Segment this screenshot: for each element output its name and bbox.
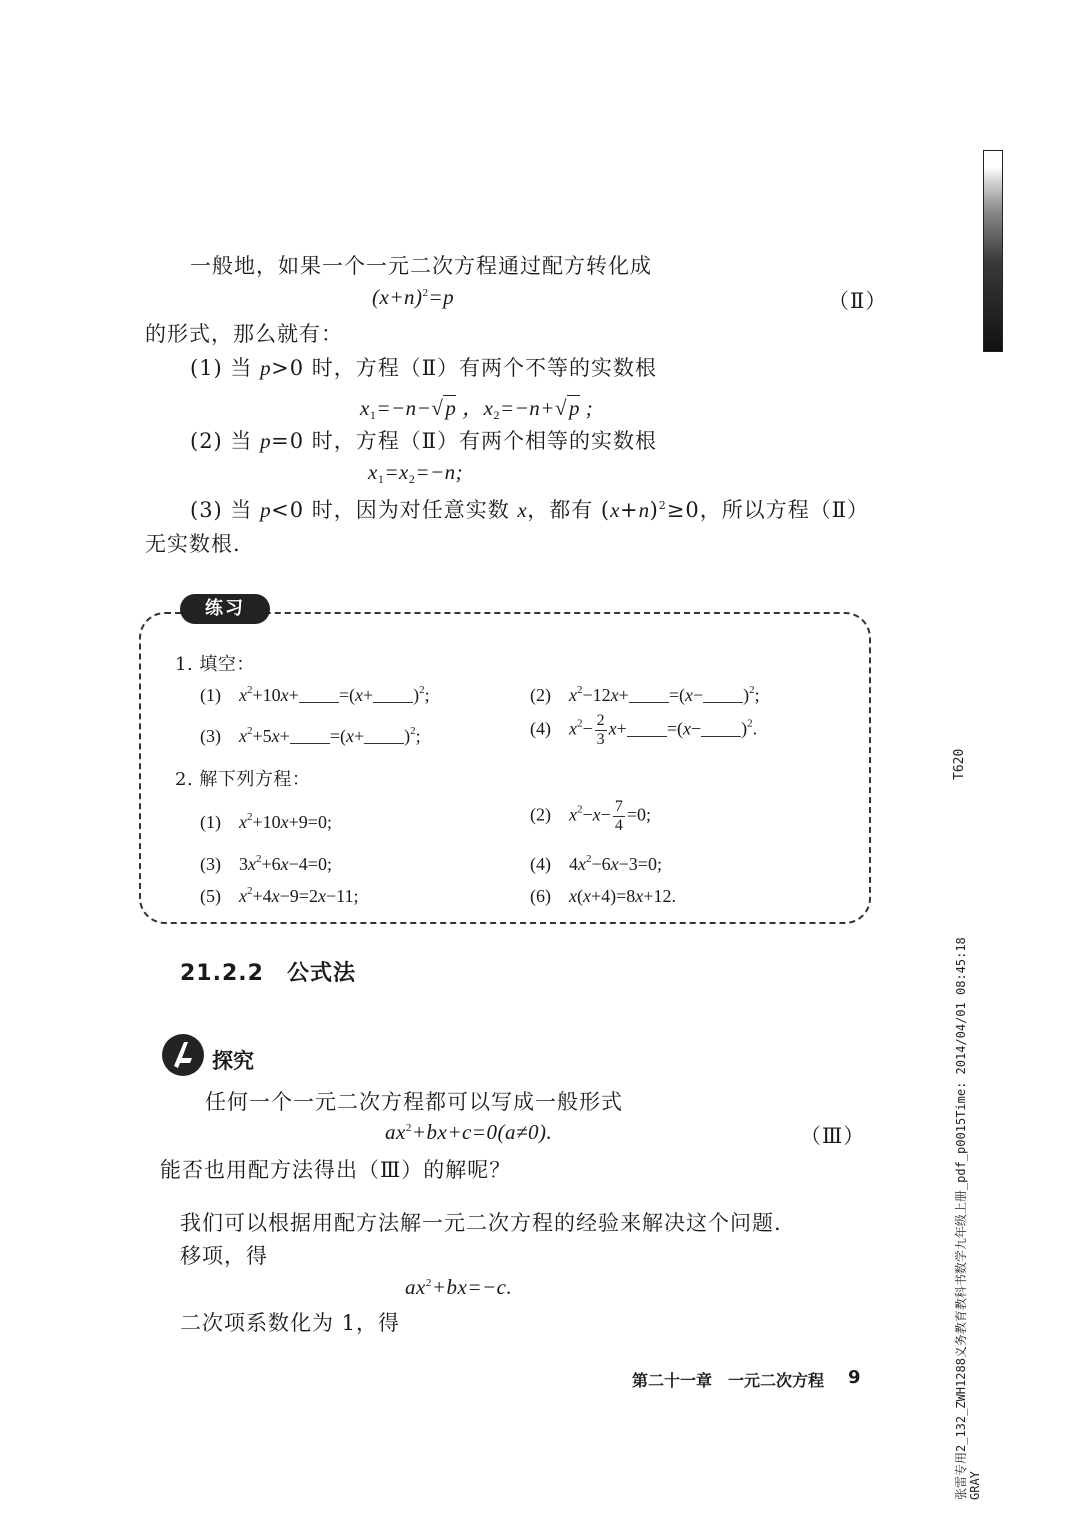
side-gray: GRAY (968, 1471, 982, 1500)
equation-tag-III: （Ⅲ） (800, 1124, 866, 1148)
body-text-3: 二次项系数化为 1，得 (180, 1311, 401, 1335)
side-meta: 张雷专用2_132_ZWH1288义务教育教科书数学九年级上册_pdf_p0015Time: 2014/04/01 08:45:18 (954, 937, 968, 1500)
explore-question: 能否也用配方法得出（Ⅲ）的解呢？ (160, 1158, 512, 1182)
case-2-roots: $x_1=x_2=-n$; (368, 460, 464, 486)
explore-text: 任何一个一元二次方程都可以写成一般形式 (205, 1090, 623, 1114)
practice-q2-item-6: (6) x(x+4)=8x+12. (530, 886, 676, 906)
explore-icon (160, 1032, 206, 1078)
practice-q1-item-1: (1) $x^2+10x+ =(x+ )^2$; (200, 684, 430, 705)
equation-tag-II: （Ⅱ） (828, 289, 888, 313)
practice-q2-item-5: (5) $x^2+4x-9=2x-11$; (200, 885, 359, 906)
practice-q2-item-4: (4) $4x^2-6x-3=0$; (530, 853, 662, 874)
practice-q2-item-3: (3) $3x^2+6x-4=0$; (200, 853, 332, 874)
footer-chapter: 第二十一章 一元二次方程 (632, 1371, 825, 1390)
equation-II: $(x+n)^2=p$ (372, 285, 455, 309)
section-heading: 21.2.2 公式法 (180, 961, 356, 986)
body-text-1: 我们可以根据用配方法解一元二次方程的经验来解决这个问题. (180, 1211, 782, 1235)
form-suffix-text: 的形式，那么就有： (145, 322, 343, 346)
case-1-text: (1) 当 p>0 时，方程（Ⅱ）有两个不等的实数根 (190, 356, 658, 380)
case-1-roots: $x_1=-n-√p$ ，$x_2=-n+√p$ ; (360, 396, 594, 422)
case-2-text: (2) 当 p=0 时，方程（Ⅱ）有两个相等的实数根 (190, 429, 658, 453)
practice-q2-item-1: (1) $x^2+10x+9=0$; (200, 811, 332, 832)
equation-move: $ax^2+bx=-c$. (405, 1275, 513, 1299)
case-3-end: 无实数根. (145, 532, 241, 556)
side-code: T620 (952, 748, 967, 780)
practice-q1-item-4: (4) $x^2-$ $\frac{2}{3}$ $x+ =(x- )^2$. (530, 712, 758, 748)
practice-q2-label: 2. 解下列方程： (175, 769, 311, 790)
page-number: 9 (848, 1367, 861, 1388)
practice-q1-item-2: (2) $x^2-12x+ =(x- )^2$; (530, 684, 760, 705)
intro-text: 一般地，如果一个一元二次方程通过配方转化成 (190, 254, 652, 278)
practice-q2-item-2: (2) $x^2-x-$ $\frac{7}{4}$ =0; (530, 798, 651, 834)
gray-scale-bar (983, 150, 1003, 352)
practice-q1-label: 1. 填空： (175, 654, 255, 675)
explore-label: 探究 (212, 1049, 254, 1073)
equation-III: $ax^2+bx+c=0(a\ne 0)$. (385, 1120, 553, 1144)
body-text-2: 移项，得 (180, 1244, 268, 1268)
case-3-text: (3) 当 p<0 时，因为对任意实数 x，都有 $(x+n)^2\ge 0$，所以方程（Ⅱ） (190, 498, 869, 522)
practice-tag: 练习 (180, 594, 270, 624)
practice-q1-item-3: (3) $x^2+5x+ =(x+ )^2$; (200, 725, 421, 746)
